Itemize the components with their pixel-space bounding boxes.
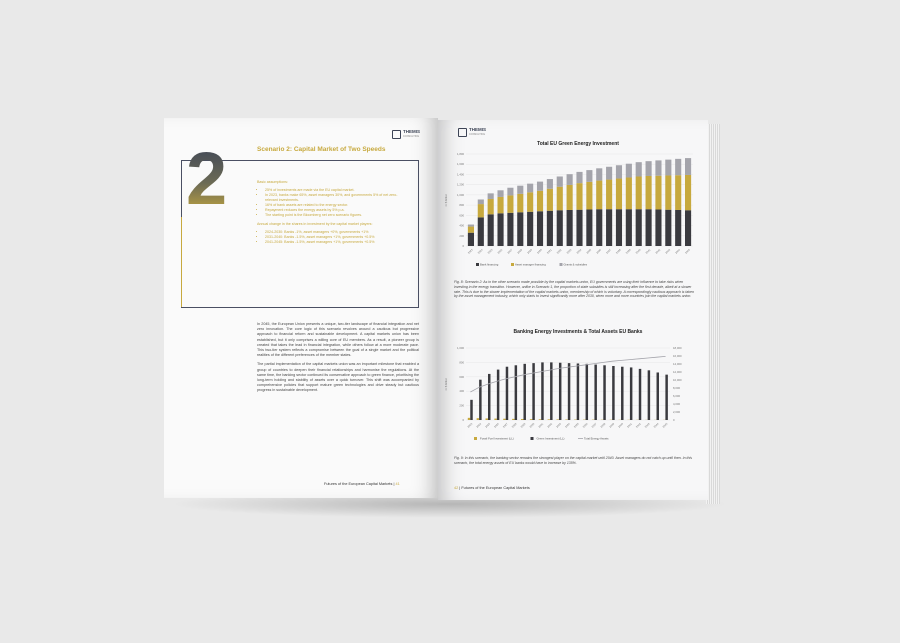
y-tick-label: 800 — [459, 203, 464, 208]
bar — [665, 375, 667, 420]
y-tick-label: 1,200 — [457, 182, 464, 187]
legend-swatch — [560, 263, 563, 266]
y-tick-label: 600 — [459, 213, 464, 218]
x-tick-label: 2036 — [595, 248, 602, 255]
y-tick-label: 1,400 — [457, 172, 464, 177]
bar-segment — [497, 197, 503, 213]
bar-segment — [626, 164, 632, 178]
bar-segment — [665, 160, 671, 176]
bar — [639, 369, 641, 420]
bar — [530, 419, 532, 420]
logo-mark-icon — [392, 130, 401, 139]
bar — [477, 418, 479, 420]
bar-segment — [527, 212, 533, 246]
bar-segment — [507, 213, 513, 246]
bar-segment — [596, 209, 602, 246]
bar-segment — [646, 161, 652, 176]
bar-segment — [636, 209, 642, 246]
bar-segment — [557, 176, 563, 186]
bar-segment — [636, 162, 642, 176]
x-tick-label: 2028 — [516, 248, 524, 255]
bar-segment — [586, 170, 592, 182]
chapter-number: 2 — [186, 137, 226, 220]
scenario-title: Scenario 2: Capital Market of Two Speeds — [257, 146, 386, 153]
x-tick-label: 2030 — [529, 422, 536, 429]
y-tick-label: 0 — [462, 244, 464, 248]
bar-segment — [576, 210, 582, 246]
x-tick-label: 2038 — [615, 248, 622, 255]
bar-segment — [596, 168, 602, 180]
x-tick-label: 2029 — [526, 248, 533, 255]
bar-segment — [675, 175, 681, 210]
bar-segment — [567, 185, 573, 210]
bar — [539, 419, 541, 420]
x-tick-label: 2043 — [644, 422, 651, 429]
assumptions-block — [257, 180, 407, 245]
x-tick-label: 2041 — [626, 422, 633, 429]
x-tick-label: 2039 — [608, 422, 616, 429]
bar-segment — [527, 192, 533, 211]
x-tick-label: 2027 — [506, 248, 514, 255]
chart2 — [438, 342, 708, 452]
annual-item: • 2031-2040: Banks -1.5%, asset managers +1%, governments +0.5% — [265, 235, 407, 240]
bar-segment — [478, 217, 484, 246]
y-tick-label: 1,800 — [457, 152, 464, 156]
y-tick-label: 1,000 — [457, 192, 464, 197]
bar-segment — [685, 158, 691, 175]
x-tick-label: 2023 — [466, 422, 474, 429]
annual-item: • 2024-2030: Banks -1%, asset managers +0%, governments +1% — [265, 230, 407, 235]
bar-segment — [488, 214, 494, 246]
x-tick-label: 2044 — [674, 248, 681, 255]
x-tick-label: 2035 — [573, 422, 580, 429]
y-tick-label: 200 — [459, 233, 464, 238]
bar — [577, 363, 579, 420]
x-tick-label: 2045 — [684, 248, 691, 255]
bar-segment — [606, 180, 612, 210]
bar-segment — [517, 212, 523, 246]
body-text — [257, 322, 419, 398]
bar-segment — [655, 176, 661, 210]
y2-tick-label: 10,000 — [673, 378, 682, 382]
assumption-item: • Repayment reduces the energy assets by 5% p.a. — [265, 208, 407, 213]
y2-tick-label: 8,000 — [673, 386, 680, 390]
legend-swatch — [531, 437, 534, 440]
bar-segment — [488, 199, 494, 214]
bar-segment — [675, 159, 681, 175]
bar — [515, 365, 517, 420]
legend-swatch — [511, 263, 514, 266]
legend-swatch — [476, 263, 479, 266]
chart1-title: Total EU Green Energy Investment — [537, 141, 619, 147]
y2-tick-label: 18,000 — [673, 346, 682, 350]
y-axis-label: in $ billion — [444, 377, 448, 391]
bar-segment — [468, 233, 474, 246]
legend-label: Fossil Fuel Investment (LL) — [480, 436, 514, 441]
page-number: 42 — [454, 486, 459, 490]
x-tick-label: 2041 — [645, 248, 652, 255]
bar-segment — [507, 188, 513, 196]
bar — [488, 374, 490, 420]
bar — [565, 419, 567, 420]
x-tick-label: 2033 — [555, 422, 562, 429]
bar — [523, 364, 525, 420]
bar — [532, 363, 534, 420]
themis-logo — [392, 130, 420, 139]
legend-label: Grants & subsidies — [563, 262, 587, 267]
x-tick-label: 2036 — [582, 422, 589, 429]
x-tick-label: 2028 — [511, 422, 518, 429]
x-tick-label: 2024 — [475, 422, 483, 429]
y-axis-label: in $ billion — [444, 193, 448, 207]
x-tick-label: 2032 — [546, 422, 554, 429]
assumptions-heading: Basic assumptions: — [257, 180, 288, 184]
chart1 — [438, 148, 708, 278]
y2-tick-label: 6,000 — [673, 394, 680, 398]
x-tick-label: 2039 — [625, 248, 632, 255]
bar-segment — [616, 165, 622, 178]
x-tick-label: 2042 — [654, 248, 662, 255]
x-tick-label: 2026 — [493, 422, 500, 429]
bar-segment — [537, 191, 543, 211]
bar-segment — [606, 209, 612, 246]
paragraph: The partial implementation of the capital markets union was an important milestone that enabled a group of countries to deepen their financial relationships and harmonise the regulations. At the same time, the banking sector continued its conservative approach to green finance, prioritising the long-term holding and stability of assets over a quick turnover. This shift was accompanied by comprehensive policies that support mature green technologies and drive steady but cautious progress in sustainable development. — [257, 362, 419, 393]
x-tick-label: 2030 — [536, 248, 543, 255]
bar-segment — [497, 213, 503, 246]
bar — [503, 419, 505, 420]
bar-segment — [636, 176, 642, 209]
x-tick-label: 2037 — [605, 248, 612, 255]
annual-heading: Annual change in the shares in investment by the capital market players: — [257, 222, 373, 226]
x-tick-label: 2033 — [566, 248, 573, 255]
x-tick-label: 2023 — [467, 248, 474, 255]
bar — [648, 370, 650, 420]
bar — [468, 418, 470, 420]
bar — [603, 365, 605, 420]
bar-segment — [547, 179, 553, 189]
y-tick-label: 800 — [459, 360, 464, 365]
x-tick-label: 2037 — [591, 422, 598, 429]
bar-segment — [665, 175, 671, 209]
bar — [550, 362, 552, 420]
bar — [612, 366, 614, 420]
x-tick-label: 2040 — [635, 248, 642, 255]
themis-logo — [458, 128, 486, 137]
bar-segment — [616, 179, 622, 210]
bar — [486, 418, 488, 420]
assumption-item: • 25% of investments are made via the EU capital market. — [265, 188, 407, 193]
bar — [521, 419, 523, 420]
bar — [479, 380, 481, 420]
bar-segment — [567, 210, 573, 246]
x-tick-label: 2045 — [662, 422, 669, 429]
right-page — [438, 120, 708, 500]
bar-segment — [655, 209, 661, 246]
bar-segment — [606, 167, 612, 180]
chart2-caption: Fig. 9: In this scenario, the banking sector remains the strongest player on the capital market until 2040. Asset managers do not catch up until then. In this scenario, the total energy assets of EU banks would have to increase by 135%. — [454, 456, 693, 465]
y-tick-label: 200 — [459, 403, 464, 408]
assumption-item: • 16% of bank assets are related to the energy sector. — [265, 203, 407, 208]
bar-segment — [507, 195, 513, 212]
logo-name: THEMIS — [403, 129, 421, 134]
right-footer: 42 | Futures of the European Capital Markets — [454, 486, 530, 490]
bar-segment — [547, 189, 553, 211]
footer-text: Futures of the European Capital Markets — [324, 482, 393, 486]
bar-segment — [468, 227, 474, 233]
assumption-item: • In 2023, banks make 65%, asset managers 30%, and governments 5% of net zero-relevant investments. — [265, 193, 407, 203]
x-tick-label: 2035 — [585, 248, 593, 255]
bar-segment — [567, 174, 573, 185]
assumption-item: • The starting point is the Bloomberg net zero scenario figures. — [265, 213, 407, 218]
bar-segment — [646, 176, 652, 209]
x-tick-label: 2034 — [564, 422, 571, 429]
y-tick-label: 600 — [459, 374, 464, 379]
x-tick-label: 2026 — [497, 248, 504, 255]
y-tick-label: 1,000 — [457, 346, 464, 350]
x-tick-label: 2043 — [664, 248, 672, 255]
bar-segment — [626, 209, 632, 246]
logo-mark-icon — [458, 128, 467, 137]
x-tick-label: 2044 — [653, 422, 660, 429]
y2-tick-label: 4,000 — [673, 402, 680, 406]
bar — [621, 367, 623, 420]
bar — [548, 419, 550, 420]
bar — [497, 370, 499, 420]
y2-tick-label: 2,000 — [673, 410, 680, 414]
bar-segment — [537, 182, 543, 191]
bar-segment — [616, 209, 622, 246]
bar-segment — [517, 186, 523, 194]
legend-label: Green Investment (LL) — [536, 436, 565, 441]
left-footer: Futures of the European Capital Markets | 41 — [324, 482, 400, 486]
bar-segment — [576, 172, 582, 183]
legend-label: Bank financing — [480, 262, 499, 267]
bar — [559, 363, 561, 420]
bar — [568, 363, 570, 420]
bar-segment — [517, 194, 523, 212]
legend-label: Total Energy Assets — [584, 436, 609, 441]
bar-segment — [626, 178, 632, 210]
bar-segment — [478, 204, 484, 217]
y2-tick-label: 14,000 — [673, 362, 682, 366]
x-tick-label: 2025 — [484, 422, 491, 429]
x-tick-label: 2031 — [546, 248, 553, 255]
bar-segment — [675, 210, 681, 246]
bar — [630, 367, 632, 420]
bar-segment — [488, 193, 494, 199]
bar — [494, 419, 496, 420]
logo-sub: CONSULTING — [469, 132, 486, 136]
bar-segment — [646, 209, 652, 246]
page-edges — [706, 124, 720, 504]
bar-segment — [557, 187, 563, 211]
bar-segment — [557, 210, 563, 246]
bar-segment — [527, 184, 533, 193]
bar-segment — [685, 175, 691, 210]
bar-segment — [497, 190, 503, 197]
chart2-title: Banking Energy Investments & Total Assets EU Banks — [513, 329, 643, 335]
bar-segment — [576, 183, 582, 210]
bar-segment — [685, 210, 691, 246]
legend-label: Asset manager financing — [515, 262, 546, 267]
x-tick-label: 2034 — [576, 248, 583, 255]
x-tick-label: 2042 — [635, 422, 642, 429]
bar — [506, 367, 508, 420]
bar — [586, 364, 588, 420]
y2-tick-label: 0 — [673, 418, 675, 422]
bar — [594, 365, 596, 420]
legend-swatch — [474, 437, 477, 440]
y-tick-label: 400 — [459, 223, 464, 228]
logo-name: THEMIS — [469, 127, 487, 132]
bar-segment — [547, 211, 553, 246]
bar-segment — [586, 209, 592, 246]
y-tick-label: 1,600 — [457, 162, 464, 167]
bar-segment — [478, 199, 484, 204]
bar-segment — [537, 211, 543, 246]
bar-segment — [596, 181, 602, 210]
logo-sub: CONSULTING — [403, 134, 420, 138]
left-page — [164, 118, 438, 498]
x-tick-label: 2040 — [617, 422, 624, 429]
x-tick-label: 2038 — [600, 422, 607, 429]
chart1-caption: Fig. 8: Scenario 2: As in the other scenario made possible by the capital markets union, EU governments are using their influence to take risks when investing in the energy transition. However, unlike in Scenario 1, the proportion of state subsidies is still increasing after the first decade, albeit at a slower rate. This is due to the slower implementation of the capital markets union, membership of which is voluntary. A correspondingly cautious approach is taken by the asset management industry, which only starts to invest significantly more after 2030, when more and more countries join the capital markets union. — [454, 280, 694, 299]
x-tick-label: 2024 — [477, 248, 484, 255]
x-tick-label: 2027 — [502, 422, 509, 429]
bar — [512, 419, 514, 420]
footer-text: Futures of the European Capital Markets — [461, 486, 530, 490]
bar — [657, 372, 659, 420]
annual-item: • 2041-2045: Banks -1.5%, asset managers +1%, governments +0.5% — [265, 240, 407, 245]
x-tick-label: 2029 — [520, 422, 527, 429]
y-tick-label: 400 — [459, 389, 464, 394]
y2-tick-label: 16,000 — [673, 354, 682, 358]
y-tick-label: 0 — [462, 418, 464, 422]
x-tick-label: 2031 — [537, 422, 545, 429]
bar-segment — [655, 160, 661, 175]
x-tick-label: 2025 — [487, 248, 494, 255]
bar — [470, 400, 472, 420]
bar-segment — [468, 225, 474, 227]
bar-segment — [665, 210, 671, 246]
x-tick-label: 2032 — [556, 248, 563, 255]
bar — [556, 419, 558, 420]
page-number: 41 — [395, 482, 400, 486]
y2-tick-label: 12,000 — [673, 370, 682, 374]
open-book — [164, 118, 720, 512]
paragraph: In 2045, the European Union presents a unique, two-tier landscape of financial integration and net zero innovation. The core logic of this scenario revolves around a cautious but progressive approach to financial reform and sustainable development. A capital markets union has been established, but it only comprises a willing core of EU members. As a result, a pioneer group is created that takes the lead in financial integration, while others follow at a more moderate pace. This two-tier system reflects a compromise between the goal of a single market and the political realities of the different preferences of the member states. — [257, 322, 419, 358]
bar-segment — [586, 182, 592, 210]
